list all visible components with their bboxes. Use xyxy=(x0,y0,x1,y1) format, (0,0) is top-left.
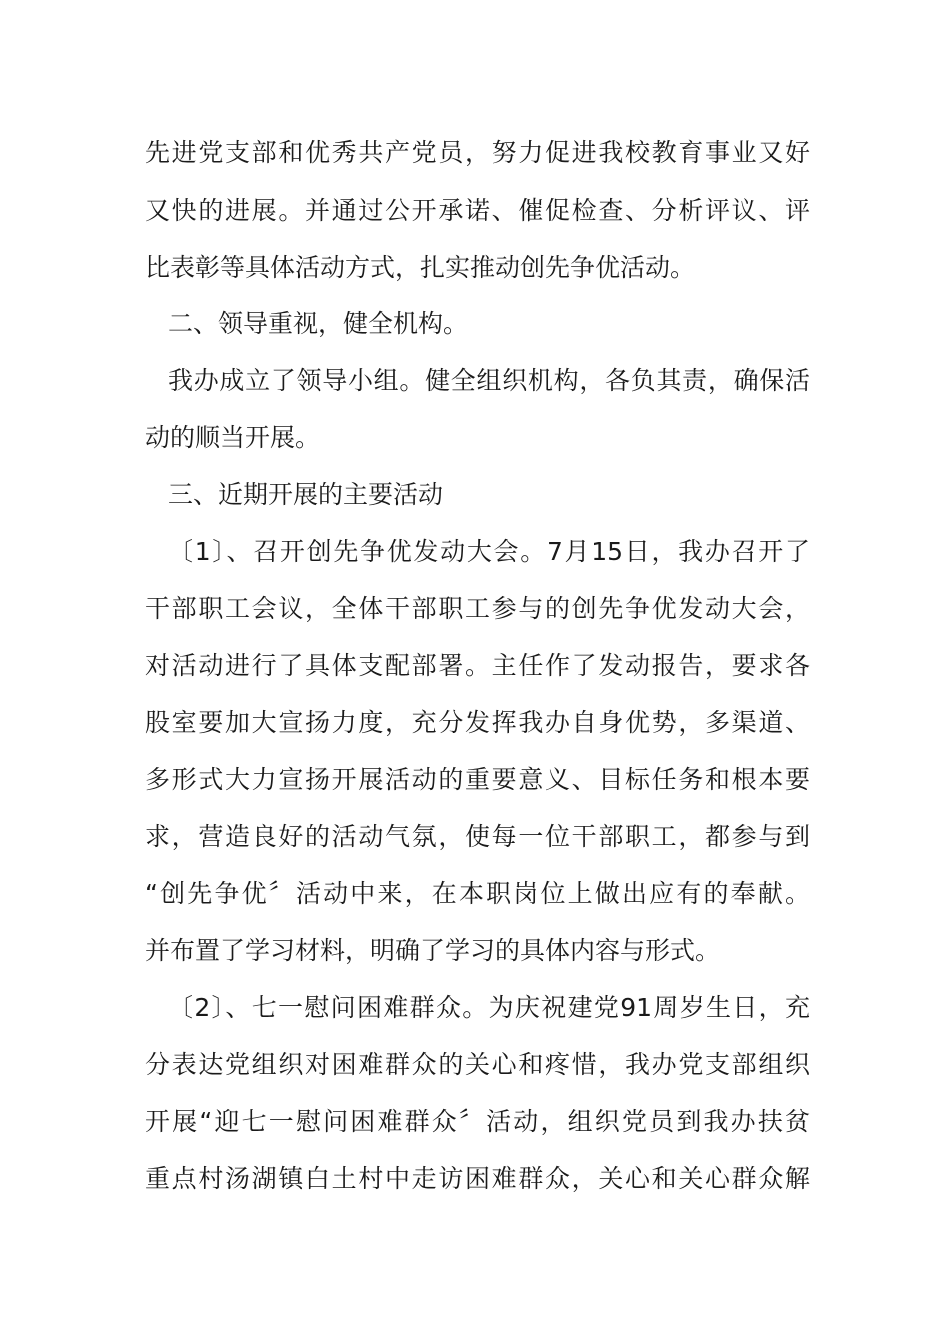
body-text-line: 干部职工会议，全体干部职工参与的创先争优发动大会， xyxy=(145,594,810,623)
body-text-line: 〔1〕、召开创先争优发动大会。7月15日，我办召开了 xyxy=(168,537,810,566)
body-text-line: 先进党支部和优秀共产党员，努力促进我校教育事业又好 xyxy=(145,138,810,167)
body-text-line: 〔2〕、七一慰问困难群众。为庆祝建党91周岁生日，充 xyxy=(168,993,810,1022)
body-text-line: 重点村汤湖镇白土村中走访困难群众，关心和关心群众解 xyxy=(145,1164,810,1193)
body-text-line: 又快的进展。并通过公开承诺、催促检查、分析评议、评 xyxy=(145,196,810,225)
section-heading: 二、领导重视，健全机构。 xyxy=(168,309,469,338)
body-text-line: 对活动进行了具体支配部署。主任作了发动报告，要求各 xyxy=(145,651,810,680)
body-text-line: 股室要加大宣扬力度，充分发挥我办自身优势，多渠道、 xyxy=(145,708,810,737)
body-text-line: 开展“迎七一慰问困难群众〞活动，组织党员到我办扶贫 xyxy=(145,1107,810,1136)
body-text-line: 多形式大力宣扬开展活动的重要意义、目标任务和根本要 xyxy=(145,765,810,794)
section-heading: 三、近期开展的主要活动 xyxy=(168,480,444,509)
body-text-line: 我办成立了领导小组。健全组织机构，各负其责，确保活 xyxy=(168,366,810,395)
body-text-line: “创先争优〞活动中来，在本职岗位上做出应有的奉献。 xyxy=(145,879,810,908)
body-text-line: 并布置了学习材料，明确了学习的具体内容与形式。 xyxy=(145,936,721,965)
body-text-line: 求，营造良好的活动气氛，使每一位干部职工，都参与到 xyxy=(145,822,810,851)
body-text-line: 动的顺当开展。 xyxy=(145,423,321,452)
body-text-line: 分表达党组织对困难群众的关心和疼惜，我办党支部组织 xyxy=(145,1050,810,1079)
body-text-line: 比表彰等具体活动方式，扎实推动创先争优活动。 xyxy=(145,253,696,282)
